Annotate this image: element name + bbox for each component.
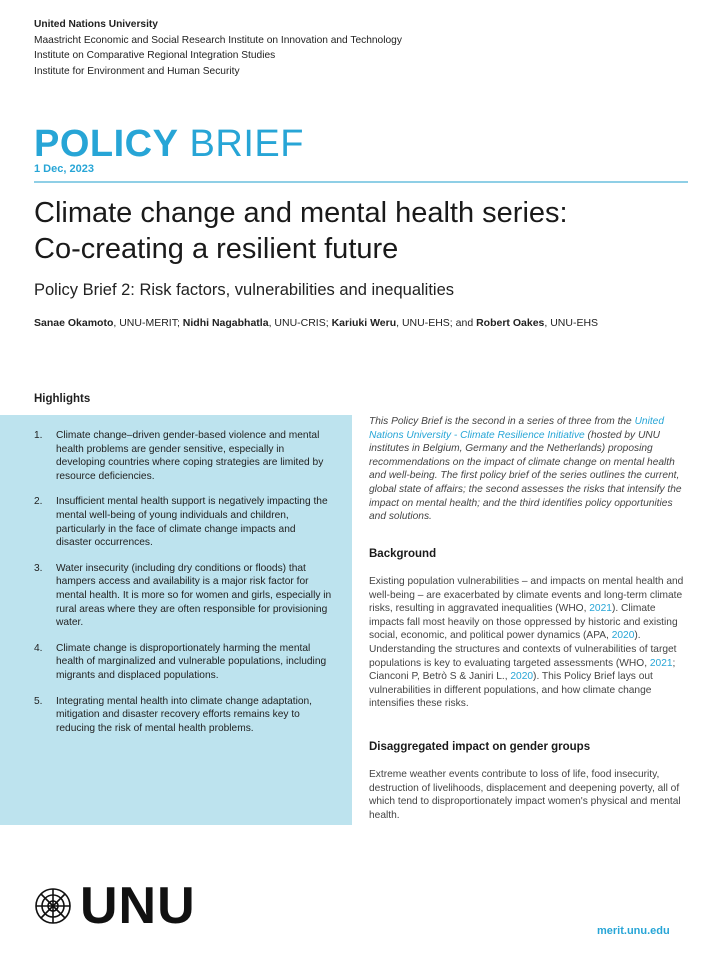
body-text: Existing population vulnerabilities – and impacts on mental health and well-being – are exacerbated by climate events and long-term climate risks, resulting in aggravated inequalities (WHO, — [369, 576, 684, 615]
body-text: ; Cianconi P, Betrò S & Janiri L., — [369, 657, 676, 683]
publication-date: 1 Dec, 2023 — [34, 163, 94, 175]
citation-link[interactable]: 2020 — [611, 630, 635, 642]
author-affiliation: , UNU-MERIT; — [113, 317, 183, 329]
author-name: Robert Oakes — [476, 317, 545, 329]
title-divider — [34, 181, 688, 183]
gender-paragraph: Extreme weather events contribute to loss of life, food insecurity, destruction of livelihoods, displacement and deepening poverty, all of which tend to disproportionately impact women's physical and mental health. — [369, 769, 681, 821]
body-text: ). Climate impacts fall most heavily on those oppressed by historic and existing social, economic, and political power dynamics (APA, — [369, 603, 678, 642]
institute-header — [34, 17, 402, 79]
institute-line: Institute on Comparative Regional Integration Studies — [34, 50, 276, 62]
highlight-text: Integrating mental health into climate change adaptation, mitigation and disaster recovery efforts remains key to reducing the risk of mental health problems. — [56, 695, 312, 734]
title-line: Co-creating a resilient future — [34, 233, 399, 265]
item-number: 5. — [34, 695, 43, 707]
author-affiliation: , UNU-CRIS; — [268, 317, 332, 329]
highlight-text: Water insecurity (including dry conditions or floods) that hampers access and availability is a major risk factor for mental health. It is more so for women and girls, especially in rural areas where they are often responsible for provisioning water. — [56, 562, 332, 629]
item-number: 2. — [34, 496, 43, 508]
title-line: Climate change and mental health series: — [34, 197, 568, 229]
author-list — [34, 317, 598, 329]
institute-line: Institute for Environment and Human Security — [34, 65, 240, 77]
body-text: ). This Policy Brief lays out vulnerabilities in different populations, and how climate change intensifies these risks. — [369, 671, 653, 710]
un-emblem-icon — [34, 887, 72, 925]
item-number: 4. — [34, 642, 43, 654]
author-affiliation: , UNU-EHS; and — [396, 317, 477, 329]
item-number: 1. — [34, 430, 43, 441]
climate-resilience-link[interactable]: United Nations University - Climate Resilience Initiative — [369, 416, 665, 441]
highlight-item — [34, 495, 334, 549]
highlights-list — [34, 429, 334, 747]
intro-text: (hosted by UNU institutes in Belgium, Germany and the Netherlands) proposing recommendations on the impact of climate change on mental health and well-being. The first policy brief of the series outlines the current, global state of affairs; the second assesses the risks that intensify the impact on mental health; and the third identifies policy opportunities and solutions. — [369, 429, 682, 523]
highlight-item — [34, 429, 334, 483]
author-name: Kariuki Weru — [331, 317, 397, 329]
highlight-text: Insufficient mental health support is negatively impacting the mental well-being of young individuals and children, particularly in the face of climate change impacts and disaster occurrences. — [56, 496, 328, 549]
page-title — [34, 195, 704, 267]
background-paragraph — [369, 575, 687, 711]
highlights-heading: Highlights — [34, 393, 91, 405]
policy-brief-label — [34, 124, 304, 164]
author-name: Sanae Okamoto — [34, 317, 114, 329]
author-name: Nidhi Nagabhatla — [182, 317, 269, 329]
page-subtitle: Policy Brief 2: Risk factors, vulnerabilities and inequalities — [34, 281, 455, 299]
highlight-text: Climate change–driven gender-based violence and mental health problems are gender sensitive, especially in developing countries where coping strategies are limited by resource deficiencies. — [56, 430, 324, 482]
intro-text: This Policy Brief is the second in a series of three from the — [369, 416, 635, 427]
gender-heading: Disaggregated impact on gender groups — [369, 741, 591, 753]
brief-label-light: BRIEF — [178, 123, 304, 165]
highlight-item — [34, 642, 334, 683]
item-number: 3. — [34, 562, 43, 574]
unu-logo-text: UNU — [80, 877, 196, 935]
highlight-text: Climate change is disproportionately harming the mental health of marginalized and vulnerable populations, including migrants and displaced populations. — [56, 642, 327, 681]
highlight-item — [34, 695, 334, 736]
website-link[interactable]: merit.unu.edu — [597, 925, 670, 937]
org-name: United Nations University — [34, 19, 158, 30]
intro-paragraph — [369, 415, 685, 524]
citation-link[interactable]: 2021 — [589, 603, 612, 615]
citation-link[interactable]: 2020 — [510, 671, 534, 683]
body-text: ). Understanding the structures and contexts of vulnerabilities of target populations is key to evaluating targeted assessments (WHO, — [369, 630, 677, 669]
institute-line: Maastricht Economic and Social Research Institute on Innovation and Technology — [34, 34, 402, 46]
author-affiliation: , UNU-EHS — [544, 317, 599, 329]
background-heading: Background — [369, 548, 437, 560]
highlight-item — [34, 562, 334, 630]
policy-label-bold: POLICY — [34, 123, 179, 165]
citation-link[interactable]: 2021 — [649, 657, 673, 669]
